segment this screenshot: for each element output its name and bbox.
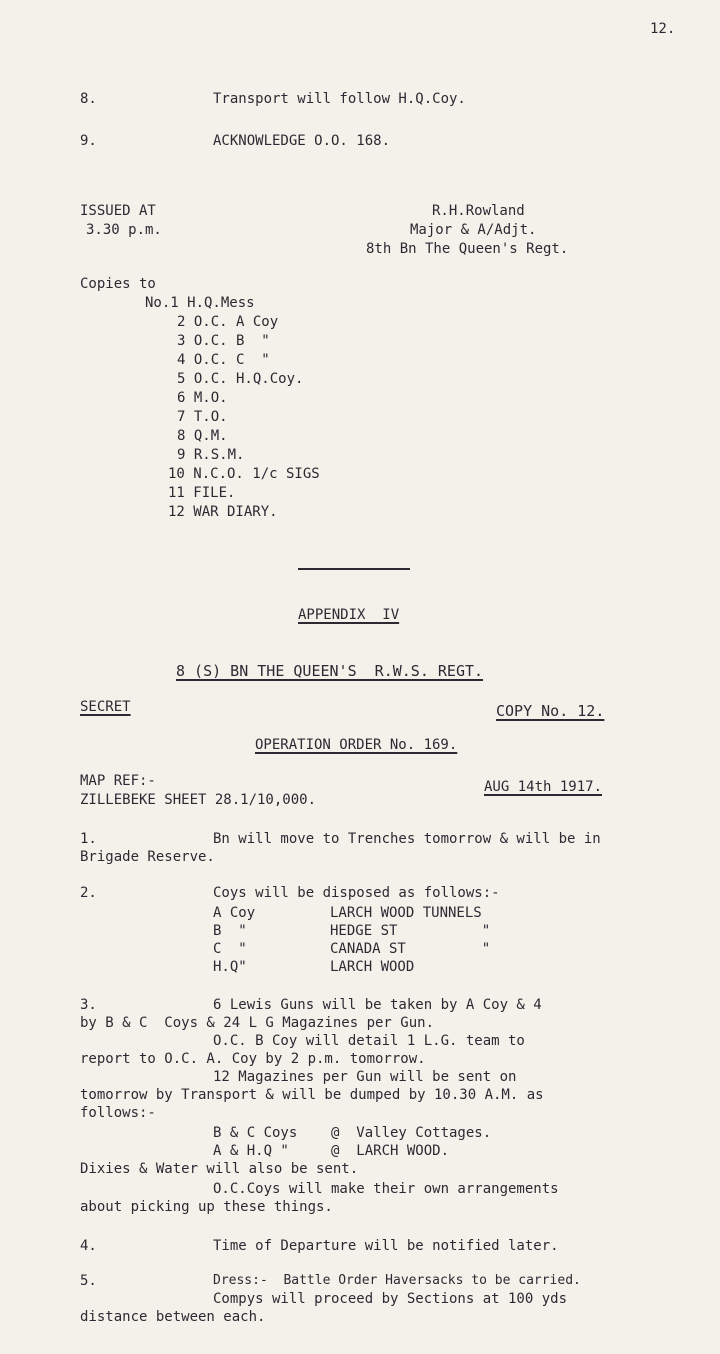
signature-name: R.H.Rowland xyxy=(432,203,525,219)
order-title: OPERATION ORDER No. 169. xyxy=(255,737,458,753)
item-text: Transport will follow H.Q.Coy. xyxy=(213,91,466,107)
paragraph-number: 2. xyxy=(80,885,97,901)
paragraph-line: A & H.Q " @ LARCH WOOD. xyxy=(213,1143,450,1159)
copy-entry: 6 M.O. xyxy=(177,390,228,406)
disposition-coy: H.Q" xyxy=(213,959,247,975)
issued-at-label: ISSUED AT xyxy=(80,203,156,219)
paragraph-line: B & C Coys @ Valley Cottages. xyxy=(213,1125,492,1141)
paragraph-line: Bn will move to Trenches tomorrow & will be in xyxy=(213,831,601,847)
paragraph-line: Dress:- Battle Order Haversacks to be carried. xyxy=(213,1273,581,1288)
copy-entry: 9 R.S.M. xyxy=(177,447,245,463)
paragraph-line: Brigade Reserve. xyxy=(80,849,215,865)
signature-rank: Major & A/Adjt. xyxy=(410,222,537,238)
issued-at-time: 3.30 p.m. xyxy=(86,222,162,238)
copy-entry: 5 O.C. H.Q.Coy. xyxy=(177,371,304,387)
paragraph-number: 5. xyxy=(80,1273,97,1289)
unit-heading: 8 (S) BN THE QUEEN'S R.W.S. REGT. xyxy=(176,662,484,680)
paragraph-number: 3. xyxy=(80,997,97,1013)
paragraph-line: report to O.C. A. Coy by 2 p.m. tomorrow. xyxy=(80,1051,426,1067)
paragraph-line: about picking up these things. xyxy=(80,1199,333,1215)
copy-number: COPY No. 12. xyxy=(496,702,605,720)
copy-entry: 11 FILE. xyxy=(168,485,236,501)
copy-entry: 7 T.O. xyxy=(177,409,228,425)
item-text: ACKNOWLEDGE O.O. 168. xyxy=(213,133,391,149)
copy-entry: 4 O.C. C " xyxy=(177,352,270,368)
paragraph-line: O.C. B Coy will detail 1 L.G. team to xyxy=(213,1033,525,1049)
disposition-coy: C " xyxy=(213,941,247,957)
copies-label: Copies to xyxy=(80,276,156,292)
disposition-place: LARCH WOOD TUNNELS xyxy=(330,905,482,921)
paragraph-line: distance between each. xyxy=(80,1309,266,1325)
paragraph-line: Dixies & Water will also be sent. xyxy=(80,1161,359,1177)
copy-entry: No.1 H.Q.Mess xyxy=(145,295,255,311)
disposition-place: CANADA ST " xyxy=(330,941,491,957)
paragraph-line: by B & C Coys & 24 L G Magazines per Gun. xyxy=(80,1015,435,1031)
paragraph-line: Coys will be disposed as follows:- xyxy=(213,885,500,901)
disposition-place: HEDGE ST " xyxy=(330,923,491,939)
disposition-coy: A Coy xyxy=(213,905,256,921)
paragraph-line: 6 Lewis Guns will be taken by A Coy & 4 xyxy=(213,997,542,1013)
paragraph-number: 1. xyxy=(80,831,97,847)
copy-entry: 8 Q.M. xyxy=(177,428,228,444)
order-date: AUG 14th 1917. xyxy=(484,779,603,795)
paragraph-line: O.C.Coys will make their own arrangements xyxy=(213,1181,559,1197)
classification: SECRET xyxy=(80,699,131,715)
appendix-title: APPENDIX IV xyxy=(298,607,400,623)
map-ref-label: MAP REF:- xyxy=(80,773,156,789)
item-number: 9. xyxy=(80,133,97,149)
paragraph-line: follows:- xyxy=(80,1105,156,1121)
copy-entry: 3 O.C. B " xyxy=(177,333,270,349)
copy-entry: 2 O.C. A Coy xyxy=(177,314,279,330)
item-number: 8. xyxy=(80,91,97,107)
section-divider xyxy=(298,568,410,570)
paragraph-line: Time of Departure will be notified later. xyxy=(213,1238,559,1254)
paragraph-line: Compys will proceed by Sections at 100 yds xyxy=(213,1291,568,1307)
copy-entry: 10 N.C.O. 1/c SIGS xyxy=(168,466,320,482)
copy-entry: 12 WAR DIARY. xyxy=(168,504,278,520)
paragraph-number: 4. xyxy=(80,1238,97,1254)
paragraph-line: tomorrow by Transport & will be dumped by 10.30 A.M. as xyxy=(80,1087,544,1103)
map-ref: ZILLEBEKE SHEET 28.1/10,000. xyxy=(80,792,317,808)
paragraph-line: 12 Magazines per Gun will be sent on xyxy=(213,1069,517,1085)
disposition-place: LARCH WOOD xyxy=(330,959,415,975)
disposition-coy: B " xyxy=(213,923,247,939)
page-number: 12. xyxy=(650,21,676,37)
signature-unit: 8th Bn The Queen's Regt. xyxy=(366,241,569,257)
